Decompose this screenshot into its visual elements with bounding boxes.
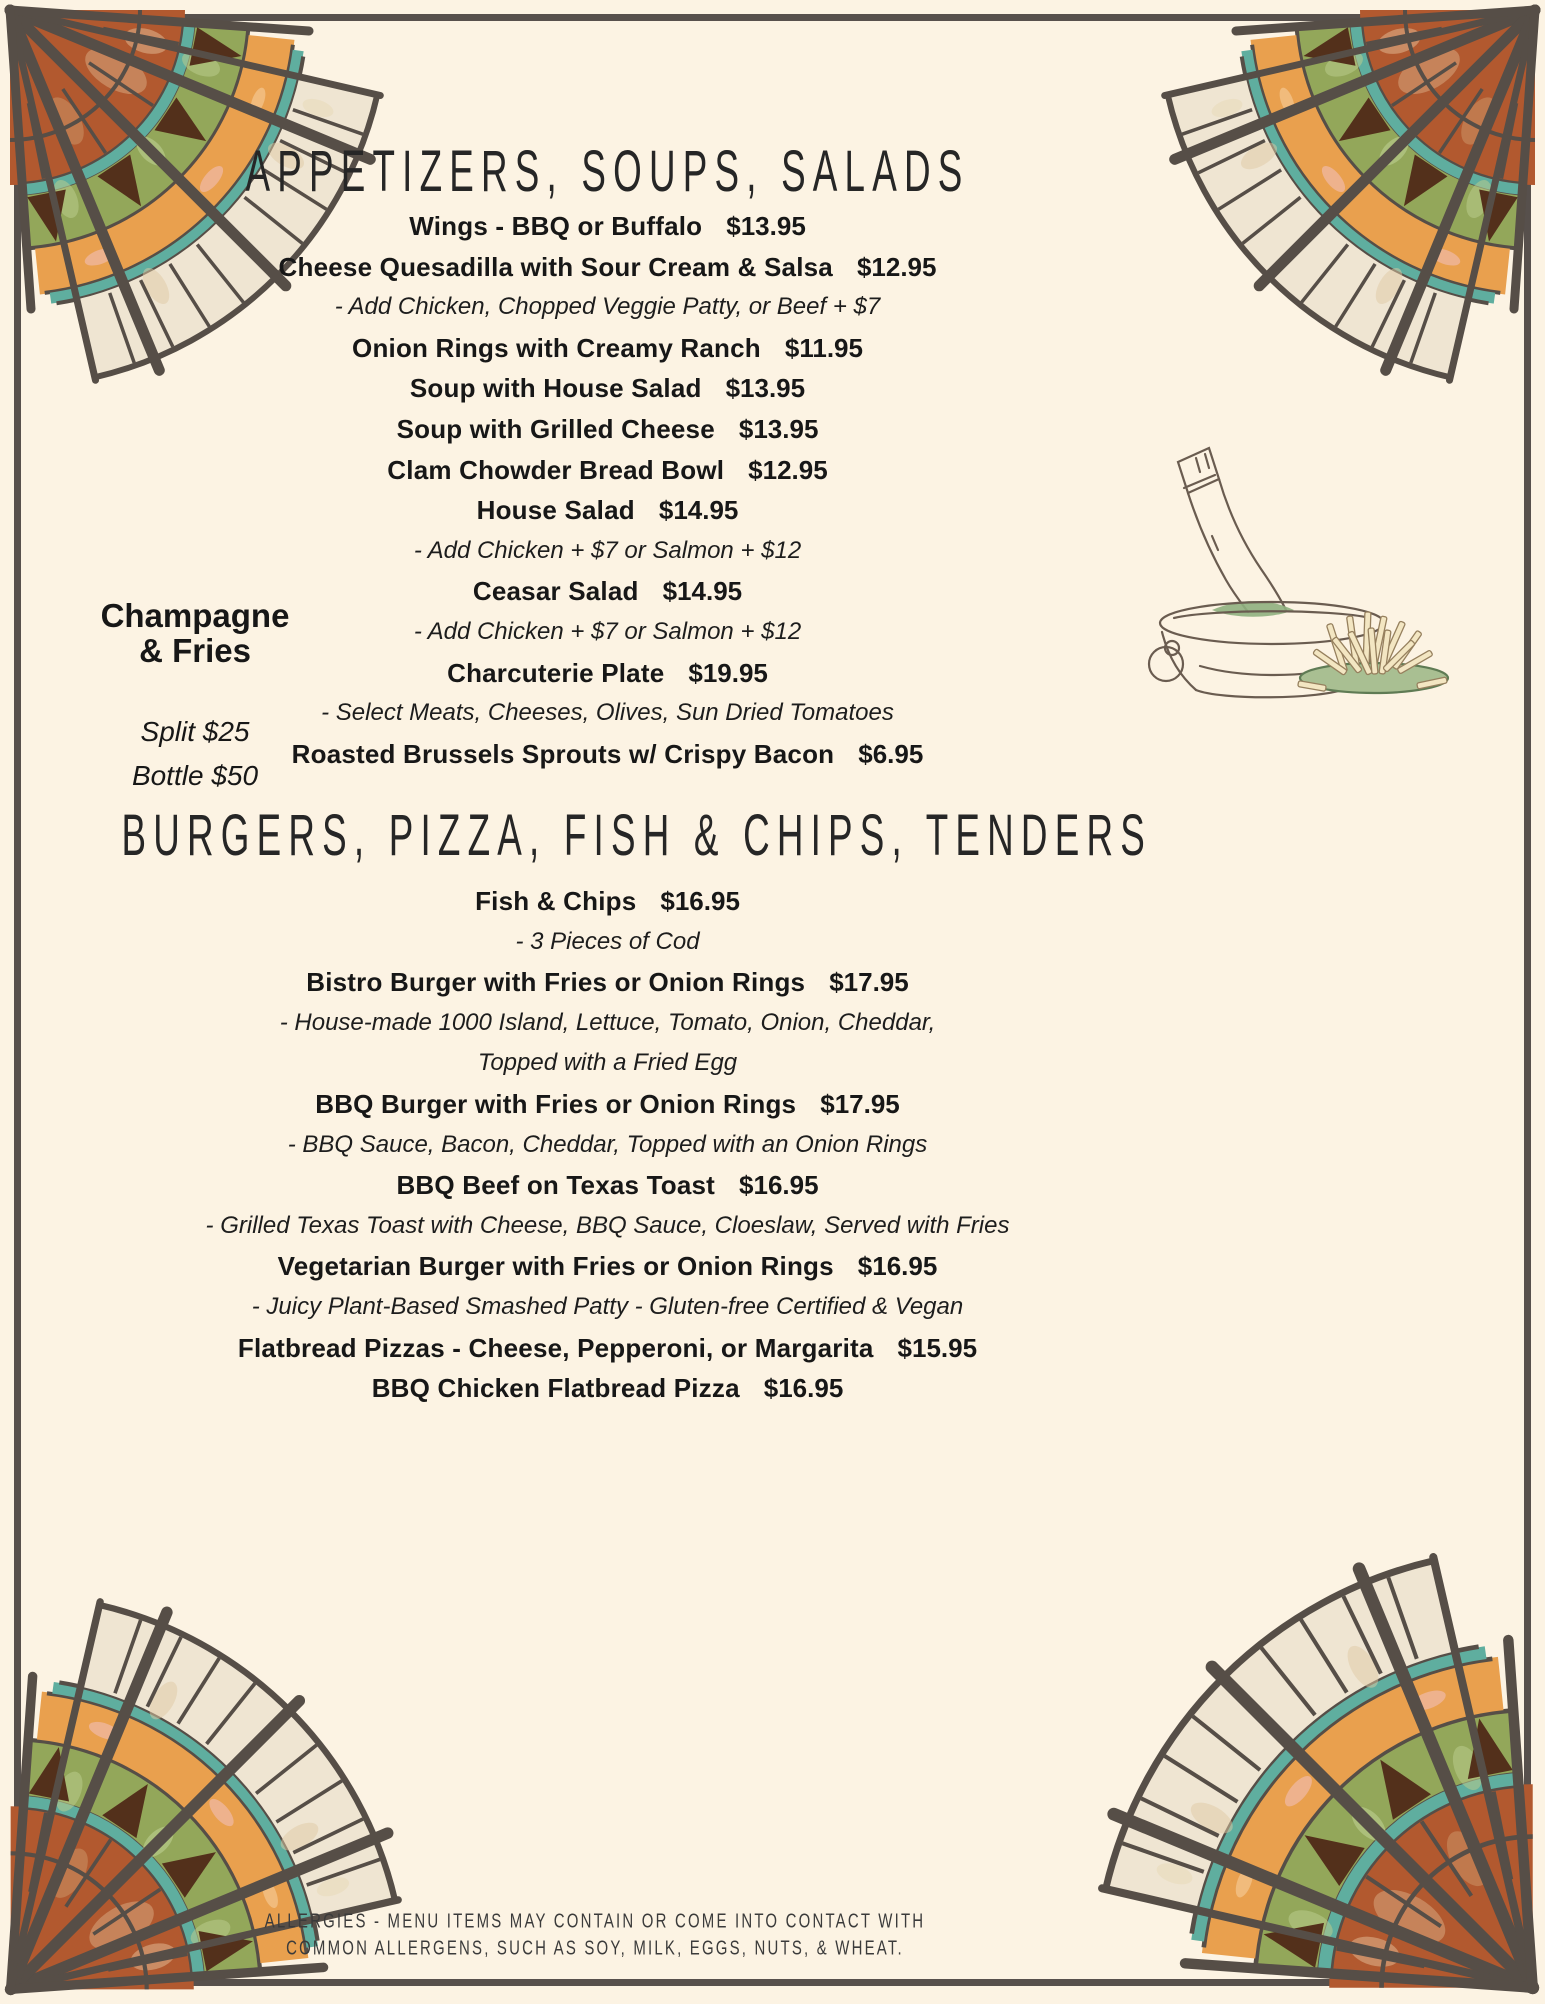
- menu-item-note: Topped with a Fried Egg: [477, 1049, 738, 1077]
- menu-item: [0, 450, 1215, 491]
- menu-item-name: Ceasar Salad: [472, 576, 639, 607]
- menu-item-price: $16.95: [857, 1251, 938, 1282]
- menu-item-name: BBQ Burger with Fries or Onion Rings: [315, 1088, 797, 1119]
- menu-item-note: - Add Chicken + $7 or Salmon + $12: [413, 617, 802, 645]
- menu-item-name: BBQ Beef on Texas Toast: [396, 1170, 716, 1201]
- menu-item-note: - Add Chicken + $7 or Salmon + $12: [413, 536, 802, 564]
- menu-item-price: $17.95: [829, 967, 909, 998]
- allergy-notice: [0, 1905, 1190, 1959]
- menu-item: [0, 1328, 1215, 1369]
- menu-item-name: Soup with Grilled Cheese: [396, 413, 715, 444]
- menu-item-name: House Salad: [476, 495, 635, 526]
- section-title-appetizers-soups-salads: APPETIZERS, SOUPS, SALADS: [245, 137, 970, 204]
- menu-item-price: $6.95: [858, 738, 924, 769]
- menu-item-price: $12.95: [856, 251, 937, 282]
- menu-item-name: Fish & Chips: [475, 886, 637, 916]
- menu-item-name: Cheese Quesadilla with Sour Cream & Salsa: [278, 251, 833, 282]
- menu-item-name: Soup with House Salad: [409, 373, 702, 404]
- menu-item: [0, 409, 1215, 450]
- menu-item-price: $14.95: [658, 495, 739, 526]
- callout-option-bottle: Bottle $50: [131, 760, 259, 791]
- menu-item-name: Wings - BBQ or Buffalo: [409, 211, 703, 241]
- champagne-fries-callout: [60, 598, 330, 798]
- menu-item-name: Vegetarian Burger with Fries or Onion Rings: [277, 1251, 834, 1282]
- burgers-menu-list: [0, 881, 1215, 1409]
- menu-item-name: Roasted Brussels Sprouts w/ Crispy Bacon: [291, 738, 835, 769]
- menu-item-price: $17.95: [820, 1088, 900, 1119]
- menu-item: [0, 328, 1215, 369]
- allergy-notice-line1: ALLERGIES - MENU ITEMS MAY CONTAIN OR COME INTO CONTACT WITH: [264, 1909, 926, 1933]
- callout-title-line2: & Fries: [139, 632, 251, 669]
- callout-option-split: Split $25: [140, 716, 250, 747]
- menu-item: [0, 1246, 1215, 1287]
- menu-item-name: Clam Chowder Bread Bowl: [387, 454, 725, 485]
- menu-item-price: $15.95: [897, 1332, 978, 1363]
- menu-item: [0, 247, 1215, 288]
- menu-item-price: $13.95: [726, 211, 806, 241]
- menu-item-note: - House-made 1000 Island, Lettuce, Tomato, Onion, Cheddar,: [279, 1008, 936, 1036]
- menu-item-note: - Add Chicken, Chopped Veggie Patty, or Beef + $7: [334, 293, 881, 321]
- callout-title-line1: Champagne: [100, 597, 290, 634]
- menu-item-name: Flatbread Pizzas - Cheese, Pepperoni, or Margarita: [237, 1332, 874, 1363]
- allergy-notice-line2: COMMON ALLERGENS, SUCH AS SOY, MILK, EGGS, NUTS, & WHEAT.: [286, 1936, 904, 1960]
- menu-item-price: $16.95: [739, 1170, 819, 1201]
- menu-item-price: $13.95: [725, 373, 806, 404]
- menu-item-note: - Select Meats, Cheeses, Olives, Sun Dried Tomatoes: [321, 699, 894, 727]
- menu-item-name: Charcuterie Plate: [447, 657, 665, 688]
- menu-item-price: $19.95: [688, 657, 768, 688]
- menu-item-price: $12.95: [748, 454, 828, 485]
- menu-item-note: - Grilled Texas Toast with Cheese, BBQ Sauce, Cloeslaw, Served with Fries: [205, 1211, 1010, 1239]
- menu-item-name: Onion Rings with Creamy Ranch: [352, 332, 761, 363]
- menu-item-price: $11.95: [784, 332, 863, 363]
- menu-item-note: - Juicy Plant-Based Smashed Patty - Gluten-free Certified & Vegan: [251, 1292, 964, 1320]
- menu-item: [0, 1165, 1215, 1206]
- menu-item-price: $16.95: [763, 1373, 844, 1404]
- menu-item: [0, 490, 1215, 531]
- menu-item: [0, 368, 1215, 409]
- menu-item-note: - BBQ Sauce, Bacon, Cheddar, Topped with an Onion Rings: [287, 1130, 928, 1158]
- menu-item-price: $14.95: [662, 576, 743, 607]
- menu-item-name: BBQ Chicken Flatbread Pizza: [371, 1373, 740, 1404]
- menu-item-note: - 3 Pieces of Cod: [515, 927, 700, 955]
- menu-item: [0, 1084, 1215, 1125]
- menu-item-price: $13.95: [738, 413, 819, 444]
- menu-item: [0, 962, 1215, 1003]
- menu-item-price: $16.95: [660, 886, 740, 916]
- menu-item: [0, 881, 1215, 922]
- menu-item: [0, 1368, 1215, 1409]
- menu-item: [0, 206, 1215, 247]
- section-title-burgers-pizza: BURGERS, PIZZA, FISH & CHIPS, TENDERS: [121, 801, 1152, 868]
- menu-item-name: Bistro Burger with Fries or Onion Rings: [306, 967, 806, 998]
